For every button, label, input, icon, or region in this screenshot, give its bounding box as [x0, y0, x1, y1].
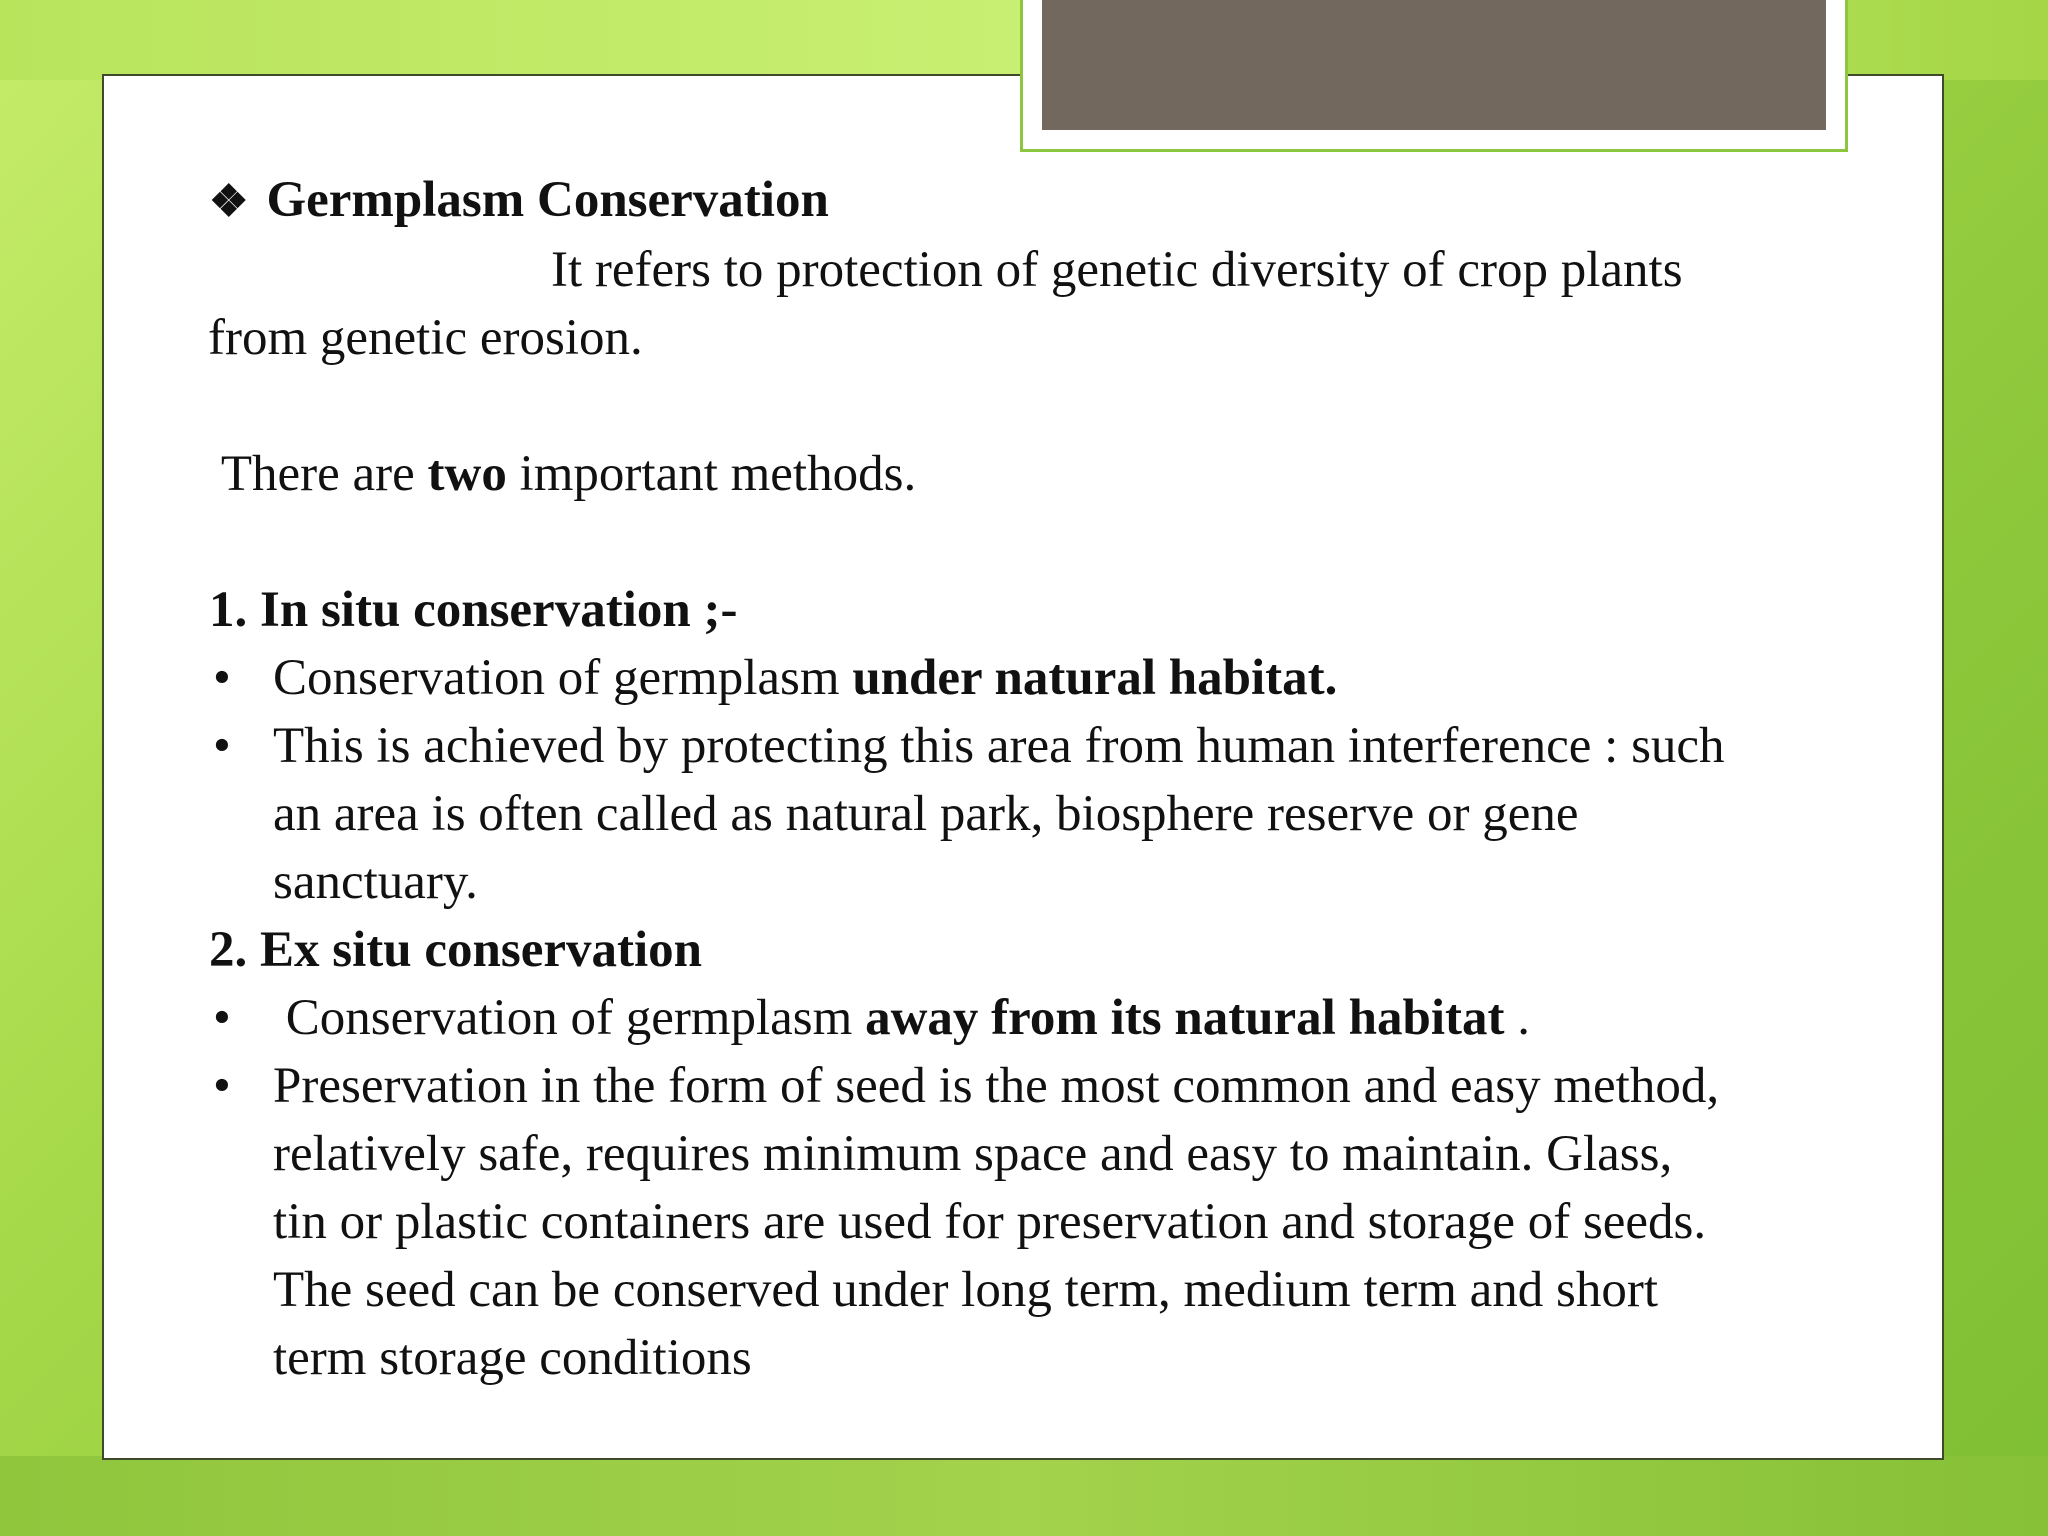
title-placeholder-box: [1042, 0, 1826, 130]
title-placeholder-tab: [1020, 0, 1848, 152]
section-heading: [209, 166, 1909, 236]
intro-line-2: from genetic erosion.: [208, 310, 643, 366]
in-situ-heading: 1. In situ conservation ;-: [209, 582, 738, 638]
intro-line-1: It refers to protection of genetic diversity of crop plants: [551, 242, 1683, 298]
diamond-bullet-icon: ❖: [209, 177, 249, 226]
list-item: • Conservation of germplasm under natural habitat.: [209, 644, 1909, 712]
methods-line: There are two important methods.: [209, 446, 917, 502]
bullet-dot-icon: •: [213, 650, 231, 706]
list-item: • This is achieved by protecting this area from human interference : such an area is often called as natural park, biosphere reserve or gene sanctuary.: [209, 712, 1909, 916]
list-item: • Preservation in the form of seed is the most common and easy method, relatively safe, requires minimum space and easy to maintain. Glass, tin or plastic containers are used for preservation and storage of seeds. The seed can be conserved under long term, medium term and short term storage conditions: [209, 1052, 1909, 1392]
bullet-dot-icon: •: [213, 990, 231, 1046]
heading-title: Germplasm Conservation: [266, 172, 829, 228]
list-item: • Conservation of germplasm away from its natural habitat .: [209, 984, 1909, 1052]
slide-body: [209, 166, 1909, 1392]
ex-situ-heading: 2. Ex situ conservation: [209, 922, 703, 978]
bullet-dot-icon: •: [213, 718, 231, 774]
bullet-dot-icon: •: [213, 1058, 231, 1114]
background-bottom-band: [0, 1456, 2048, 1536]
